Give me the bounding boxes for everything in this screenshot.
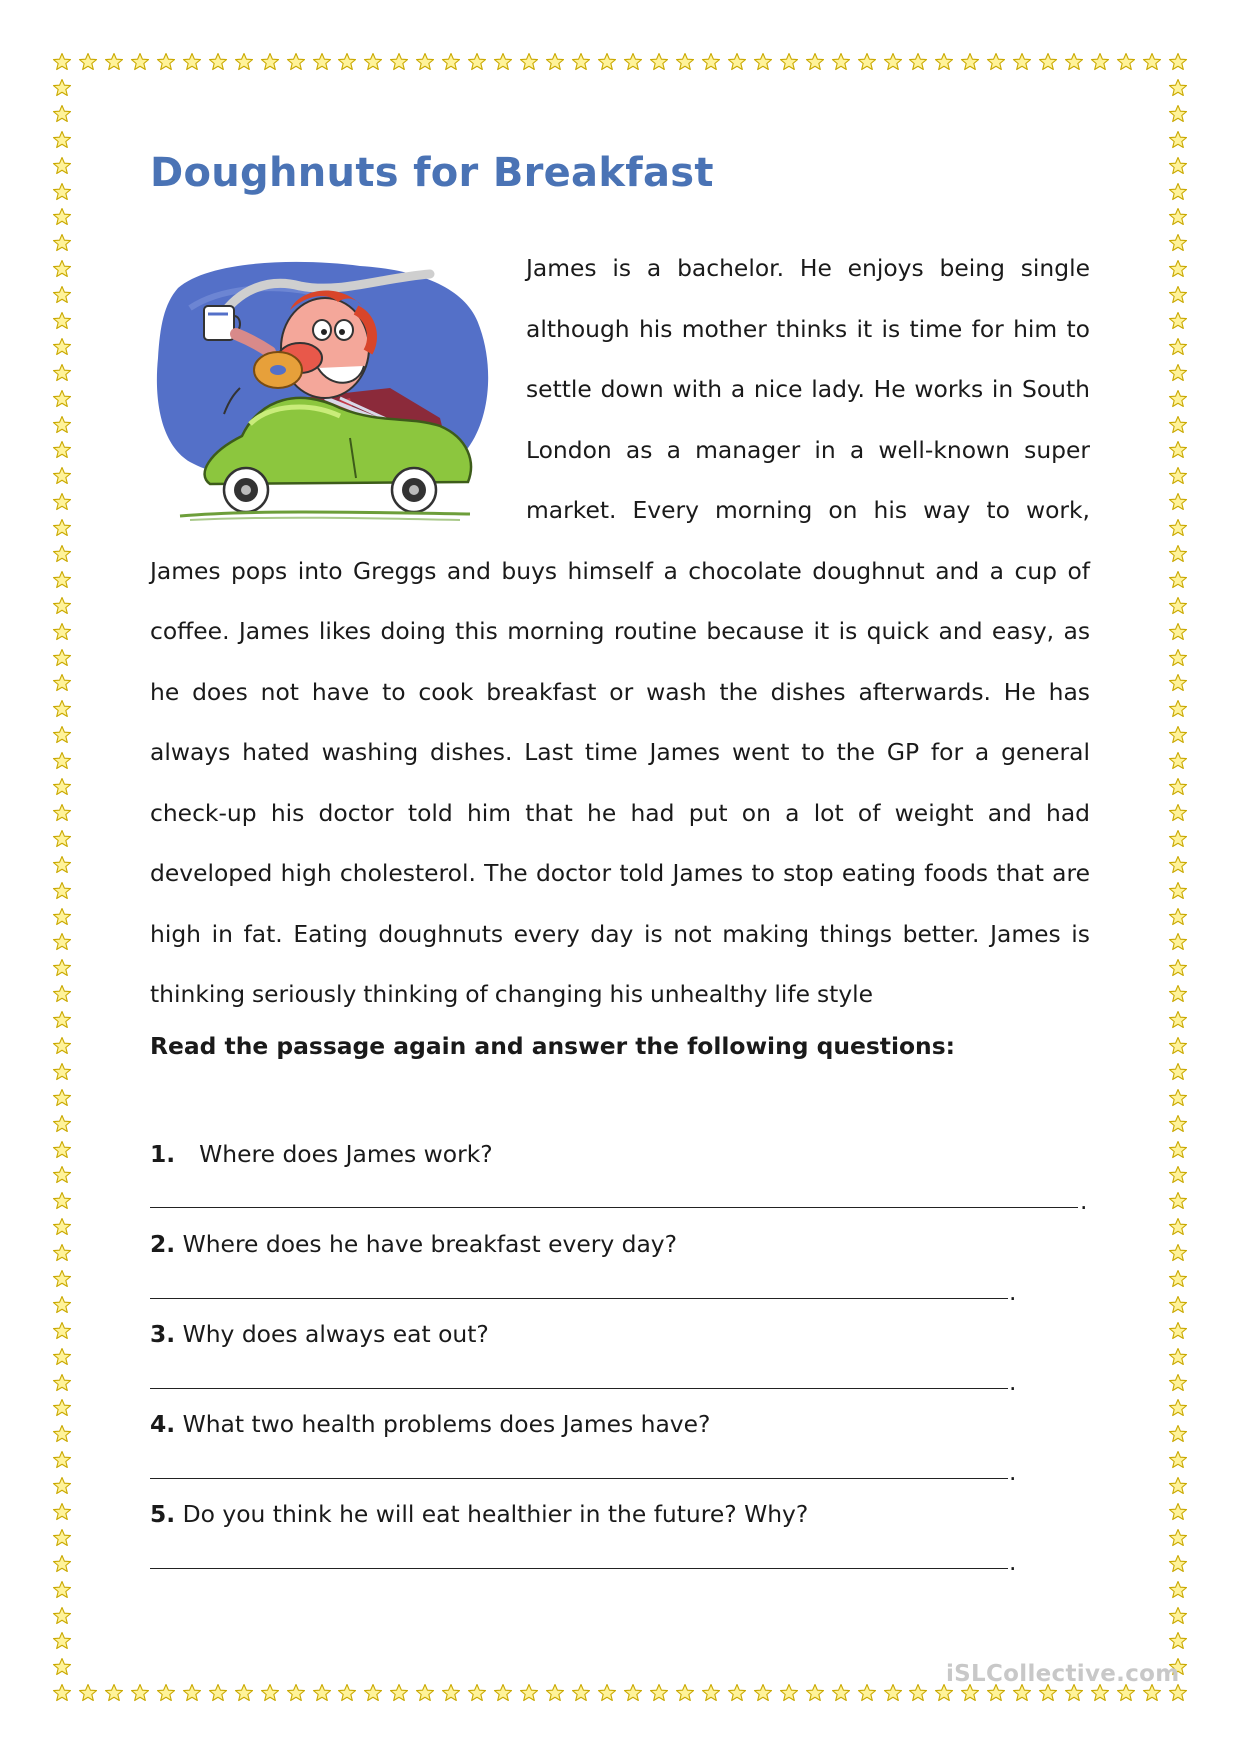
star-icon bbox=[52, 1373, 72, 1393]
question-5 bbox=[150, 1500, 808, 1528]
star-icon bbox=[1168, 803, 1188, 823]
question-3 bbox=[150, 1320, 489, 1348]
star-icon bbox=[1168, 1114, 1188, 1134]
star-icon bbox=[727, 1683, 747, 1703]
star-icon bbox=[208, 52, 228, 72]
star-icon bbox=[52, 440, 72, 460]
star-icon bbox=[779, 1683, 799, 1703]
worksheet-title: Doughnuts for Breakfast bbox=[150, 150, 714, 196]
instructions-heading: Read the passage again and answer the following questions: bbox=[150, 1032, 955, 1060]
star-icon bbox=[52, 1450, 72, 1470]
question-text: Where does James work? bbox=[199, 1140, 493, 1168]
star-icon bbox=[52, 699, 72, 719]
star-icon bbox=[1168, 622, 1188, 642]
star-icon bbox=[519, 1683, 539, 1703]
star-icon bbox=[1168, 1321, 1188, 1341]
star-icon bbox=[519, 52, 539, 72]
star-icon bbox=[52, 544, 72, 564]
star-icon bbox=[649, 52, 669, 72]
star-icon bbox=[1168, 1476, 1188, 1496]
star-icon bbox=[441, 52, 461, 72]
star-icon bbox=[441, 1683, 461, 1703]
star-icon bbox=[52, 932, 72, 952]
star-icon bbox=[545, 1683, 565, 1703]
star-icon bbox=[908, 52, 928, 72]
star-icon bbox=[52, 1114, 72, 1134]
star-icon bbox=[52, 1321, 72, 1341]
star-icon bbox=[1168, 1373, 1188, 1393]
star-icon bbox=[1168, 829, 1188, 849]
star-icon bbox=[52, 1217, 72, 1237]
star-icon bbox=[52, 1398, 72, 1418]
question-1 bbox=[150, 1140, 493, 1168]
star-icon bbox=[52, 78, 72, 98]
star-icon bbox=[52, 1010, 72, 1030]
answer-period-5: . bbox=[1009, 1548, 1017, 1576]
star-icon bbox=[1168, 78, 1188, 98]
star-icon bbox=[52, 1295, 72, 1315]
star-icon bbox=[104, 1683, 124, 1703]
star-icon bbox=[130, 52, 150, 72]
question-text: What two health problems does James have? bbox=[182, 1410, 711, 1438]
answer-line-1[interactable] bbox=[150, 1207, 1078, 1208]
star-icon bbox=[1168, 751, 1188, 771]
star-icon bbox=[312, 1683, 332, 1703]
star-icon bbox=[415, 1683, 435, 1703]
star-icon bbox=[1142, 52, 1162, 72]
star-icon bbox=[52, 182, 72, 202]
star-icon bbox=[389, 1683, 409, 1703]
star-icon bbox=[1168, 389, 1188, 409]
answer-line-4[interactable] bbox=[150, 1478, 1008, 1479]
question-number: 5. bbox=[150, 1500, 176, 1528]
star-icon bbox=[1168, 544, 1188, 564]
star-icon bbox=[1168, 725, 1188, 745]
star-icon bbox=[1168, 1140, 1188, 1160]
star-icon bbox=[52, 1657, 72, 1677]
star-icon bbox=[52, 389, 72, 409]
star-icon bbox=[52, 130, 72, 150]
star-icon bbox=[1168, 233, 1188, 253]
star-icon bbox=[415, 52, 435, 72]
star-icon bbox=[493, 52, 513, 72]
star-icon bbox=[753, 1683, 773, 1703]
star-icon bbox=[597, 52, 617, 72]
star-icon bbox=[1168, 855, 1188, 875]
star-icon bbox=[1168, 259, 1188, 279]
star-icon bbox=[260, 52, 280, 72]
star-icon bbox=[1116, 52, 1136, 72]
star-icon bbox=[1168, 415, 1188, 435]
star-icon bbox=[1168, 596, 1188, 616]
star-border-right bbox=[1168, 78, 1188, 1678]
star-icon bbox=[1168, 285, 1188, 305]
answer-period-1: . bbox=[1080, 1187, 1088, 1215]
answer-line-3[interactable] bbox=[150, 1388, 1008, 1389]
star-icon bbox=[1168, 492, 1188, 512]
star-icon bbox=[312, 52, 332, 72]
star-icon bbox=[1168, 958, 1188, 978]
star-border-top bbox=[52, 52, 1188, 72]
star-icon bbox=[286, 52, 306, 72]
star-icon bbox=[52, 285, 72, 305]
star-icon bbox=[52, 1424, 72, 1444]
star-icon bbox=[78, 52, 98, 72]
star-icon bbox=[52, 1062, 72, 1082]
star-icon bbox=[1168, 207, 1188, 227]
star-icon bbox=[467, 52, 487, 72]
star-icon bbox=[52, 829, 72, 849]
question-number: 2. bbox=[150, 1230, 176, 1258]
star-icon bbox=[1168, 182, 1188, 202]
star-icon bbox=[52, 363, 72, 383]
star-icon bbox=[52, 622, 72, 642]
star-icon bbox=[467, 1683, 487, 1703]
star-icon bbox=[52, 1165, 72, 1185]
star-icon bbox=[1168, 1217, 1188, 1237]
star-icon bbox=[1168, 1088, 1188, 1108]
star-icon bbox=[1168, 699, 1188, 719]
star-icon bbox=[1168, 1424, 1188, 1444]
star-icon bbox=[52, 415, 72, 435]
star-icon bbox=[52, 1502, 72, 1522]
star-icon bbox=[701, 52, 721, 72]
star-icon bbox=[1168, 1295, 1188, 1315]
star-icon bbox=[831, 1683, 851, 1703]
star-icon bbox=[1168, 1398, 1188, 1418]
star-icon bbox=[727, 52, 747, 72]
star-icon bbox=[52, 751, 72, 771]
star-icon bbox=[52, 803, 72, 823]
star-icon bbox=[1168, 104, 1188, 124]
star-icon bbox=[493, 1683, 513, 1703]
star-icon bbox=[337, 1683, 357, 1703]
star-icon bbox=[52, 984, 72, 1004]
star-icon bbox=[52, 233, 72, 253]
star-icon bbox=[675, 1683, 695, 1703]
question-4 bbox=[150, 1410, 710, 1438]
star-icon bbox=[52, 958, 72, 978]
star-icon bbox=[1038, 52, 1058, 72]
star-icon bbox=[857, 52, 877, 72]
answer-line-2[interactable] bbox=[150, 1298, 1008, 1299]
star-icon bbox=[1168, 1165, 1188, 1185]
star-icon bbox=[234, 52, 254, 72]
star-icon bbox=[52, 907, 72, 927]
star-icon bbox=[1168, 337, 1188, 357]
question-text: Do you think he will eat healthier in the future? Why? bbox=[182, 1500, 809, 1528]
star-icon bbox=[1168, 1450, 1188, 1470]
answer-period-2: . bbox=[1009, 1278, 1017, 1306]
star-icon bbox=[1168, 440, 1188, 460]
star-icon bbox=[52, 466, 72, 486]
star-icon bbox=[623, 52, 643, 72]
illustration-spacer bbox=[150, 238, 526, 540]
star-icon bbox=[1168, 466, 1188, 486]
star-icon bbox=[883, 52, 903, 72]
star-icon bbox=[1168, 648, 1188, 668]
star-icon bbox=[857, 1683, 877, 1703]
star-icon bbox=[1168, 1243, 1188, 1263]
star-icon bbox=[52, 648, 72, 668]
star-icon bbox=[1168, 1502, 1188, 1522]
star-icon bbox=[1168, 1191, 1188, 1211]
star-icon bbox=[805, 1683, 825, 1703]
star-icon bbox=[934, 52, 954, 72]
star-icon bbox=[156, 52, 176, 72]
star-icon bbox=[1168, 932, 1188, 952]
star-icon bbox=[597, 1683, 617, 1703]
answer-line-5[interactable] bbox=[150, 1568, 1008, 1569]
star-icon bbox=[1168, 1347, 1188, 1367]
star-icon bbox=[1168, 156, 1188, 176]
star-icon bbox=[1168, 518, 1188, 538]
star-icon bbox=[104, 52, 124, 72]
star-icon bbox=[52, 337, 72, 357]
star-icon bbox=[1168, 1010, 1188, 1030]
star-icon bbox=[960, 52, 980, 72]
star-icon bbox=[986, 52, 1006, 72]
star-icon bbox=[208, 1683, 228, 1703]
star-icon bbox=[337, 52, 357, 72]
star-icon bbox=[1168, 52, 1188, 72]
star-icon bbox=[52, 1580, 72, 1600]
star-icon bbox=[52, 1631, 72, 1651]
star-icon bbox=[52, 1606, 72, 1626]
star-icon bbox=[286, 1683, 306, 1703]
star-icon bbox=[1168, 1580, 1188, 1600]
question-2 bbox=[150, 1230, 677, 1258]
star-icon bbox=[52, 1347, 72, 1367]
star-icon bbox=[52, 492, 72, 512]
star-icon bbox=[1168, 881, 1188, 901]
star-icon bbox=[52, 673, 72, 693]
star-icon bbox=[363, 1683, 383, 1703]
star-icon bbox=[1064, 52, 1084, 72]
star-icon bbox=[52, 52, 72, 72]
star-icon bbox=[52, 1476, 72, 1496]
star-icon bbox=[182, 52, 202, 72]
star-icon bbox=[623, 1683, 643, 1703]
star-icon bbox=[52, 1140, 72, 1160]
star-icon bbox=[545, 52, 565, 72]
star-icon bbox=[1168, 1554, 1188, 1574]
star-icon bbox=[52, 311, 72, 331]
star-icon bbox=[52, 207, 72, 227]
star-icon bbox=[52, 259, 72, 279]
star-icon bbox=[1168, 984, 1188, 1004]
star-icon bbox=[571, 52, 591, 72]
question-number: 1. bbox=[150, 1140, 176, 1168]
star-icon bbox=[52, 518, 72, 538]
star-icon bbox=[1168, 570, 1188, 590]
star-icon bbox=[1168, 1528, 1188, 1548]
star-icon bbox=[1168, 311, 1188, 331]
star-icon bbox=[908, 1683, 928, 1703]
star-icon bbox=[52, 1269, 72, 1289]
star-icon bbox=[52, 596, 72, 616]
star-icon bbox=[52, 1088, 72, 1108]
answer-period-3: . bbox=[1009, 1368, 1017, 1396]
star-icon bbox=[78, 1683, 98, 1703]
star-icon bbox=[52, 1191, 72, 1211]
star-icon bbox=[649, 1683, 669, 1703]
star-icon bbox=[52, 855, 72, 875]
star-icon bbox=[52, 777, 72, 797]
star-icon bbox=[52, 104, 72, 124]
question-number: 3. bbox=[150, 1320, 176, 1348]
passage-text: James is a bachelor. He enjoys being single although his mother thinks it is time for him to settle down with a nice lady. He works in South London as a manager in a well-known super market. Every morning on his way to work, James pops into Greggs and buys himself a chocolate doughnut and a cup of coffee. James likes doing this morning routine because it is quick and easy, as he does not have to cook breakfast or wash the dishes afterwards. He has always hated washing dishes. Last time James went to the GP for a general check-up his doctor told him that he had put on a lot of weight and had developed high cholesterol. The doctor told James to stop eating foods that are high in fat. Eating doughnuts every day is not making things better. James is thinking seriously thinking of changing his unhealthy life style bbox=[150, 254, 1090, 1008]
star-icon bbox=[1168, 363, 1188, 383]
star-icon bbox=[130, 1683, 150, 1703]
star-icon bbox=[1168, 1269, 1188, 1289]
star-icon bbox=[156, 1683, 176, 1703]
reading-passage bbox=[150, 238, 1090, 1025]
star-icon bbox=[1012, 52, 1032, 72]
star-icon bbox=[1090, 52, 1110, 72]
star-icon bbox=[260, 1683, 280, 1703]
question-text: Where does he have breakfast every day? bbox=[182, 1230, 678, 1258]
star-icon bbox=[52, 1683, 72, 1703]
star-icon bbox=[1168, 1631, 1188, 1651]
star-icon bbox=[234, 1683, 254, 1703]
star-icon bbox=[52, 881, 72, 901]
star-icon bbox=[1168, 1036, 1188, 1056]
star-icon bbox=[52, 570, 72, 590]
star-icon bbox=[1168, 1062, 1188, 1082]
star-icon bbox=[571, 1683, 591, 1703]
star-icon bbox=[779, 52, 799, 72]
star-icon bbox=[389, 52, 409, 72]
star-icon bbox=[182, 1683, 202, 1703]
star-icon bbox=[1168, 907, 1188, 927]
star-icon bbox=[1168, 130, 1188, 150]
star-border-left bbox=[52, 78, 72, 1678]
star-icon bbox=[1168, 777, 1188, 797]
star-icon bbox=[52, 1036, 72, 1056]
question-number: 4. bbox=[150, 1410, 176, 1438]
star-icon bbox=[363, 52, 383, 72]
star-icon bbox=[1168, 1606, 1188, 1626]
question-text: Why does always eat out? bbox=[182, 1320, 489, 1348]
star-icon bbox=[52, 156, 72, 176]
star-icon bbox=[52, 1528, 72, 1548]
star-icon bbox=[52, 1243, 72, 1263]
star-icon bbox=[1168, 673, 1188, 693]
star-icon bbox=[805, 52, 825, 72]
watermark-text: iSLCollective.com bbox=[946, 1661, 1180, 1687]
star-icon bbox=[52, 725, 72, 745]
answer-period-4: . bbox=[1009, 1458, 1017, 1486]
star-icon bbox=[883, 1683, 903, 1703]
star-icon bbox=[52, 1554, 72, 1574]
star-icon bbox=[701, 1683, 721, 1703]
star-icon bbox=[753, 52, 773, 72]
star-icon bbox=[831, 52, 851, 72]
star-icon bbox=[675, 52, 695, 72]
